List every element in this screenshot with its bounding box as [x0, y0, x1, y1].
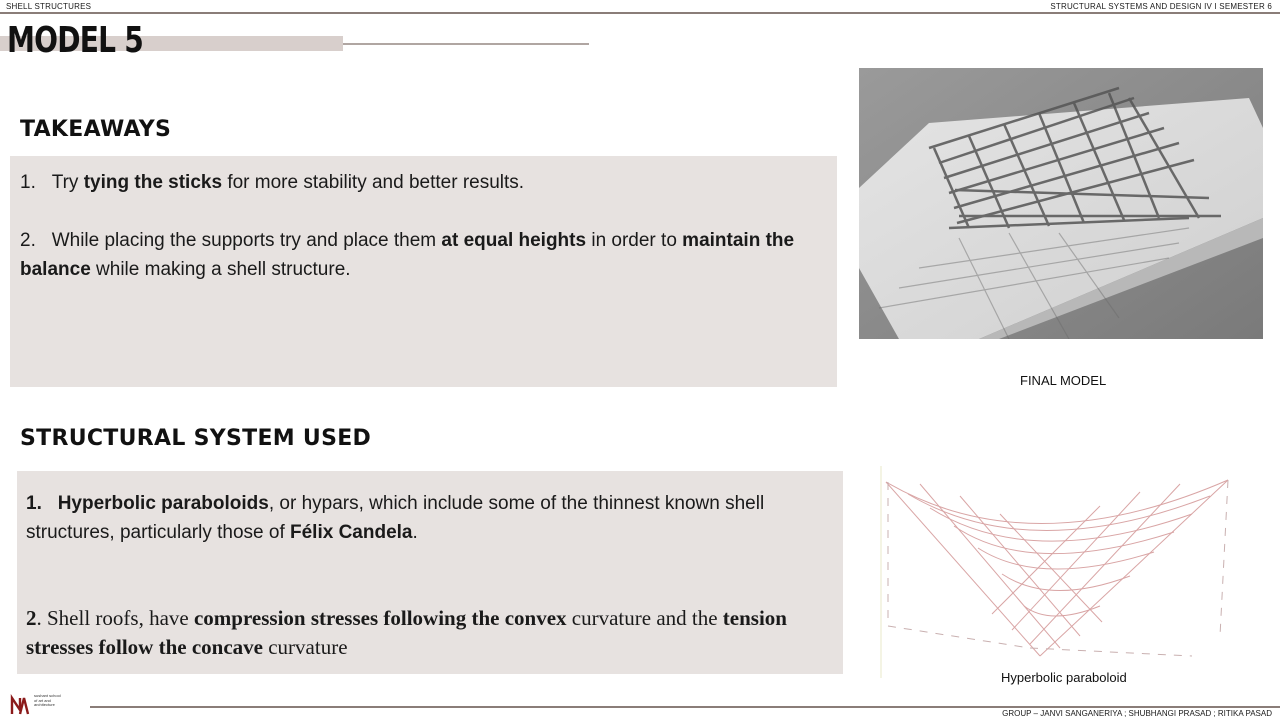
structural-box	[17, 471, 843, 674]
takeaways-heading: TAKEAWAYS	[20, 117, 172, 142]
takeaway-item-2: 2. While placing the supports try and place them at equal heights in order to maintain the balance while making a shell structure.	[20, 230, 795, 280]
final-model-photo	[859, 68, 1263, 339]
logo-text: sushant school of art and architecture	[34, 693, 61, 707]
structural-heading: STRUCTURAL SYSTEM USED	[20, 426, 372, 451]
footer-credits: GROUP – JANVI SANGANERIYA ; SHUBHANGI PRASAD ; RITIKA PASAD	[1002, 709, 1272, 718]
structural-item-1: 1. Hyperbolic paraboloids, or hypars, which include some of the thinnest known shell structures, particularly those of Félix Candela.	[26, 493, 765, 543]
page-title: MODEL 5	[7, 20, 144, 61]
hypar-illustration	[880, 466, 1240, 678]
header-right-label: STRUCTURAL SYSTEMS AND DESIGN IV I SEMESTER 6	[1050, 2, 1272, 11]
school-logo	[10, 694, 66, 716]
top-divider	[0, 12, 1280, 14]
takeaways-box	[10, 156, 837, 387]
bottom-divider	[90, 706, 1280, 708]
header-left-label: SHELL STRUCTURES	[6, 2, 92, 11]
final-model-caption: FINAL MODEL	[1020, 373, 1107, 388]
hyperbolic-paraboloid-diagram	[880, 466, 1240, 678]
structural-item-2: 2. Shell roofs, have compression stresses following the convex curvature and the tension stresses follow the concave curvature	[26, 606, 787, 659]
takeaway-item-1: 1. Try tying the sticks for more stability and better results.	[20, 172, 525, 193]
hyperbolic-paraboloid-caption: Hyperbolic paraboloid	[1001, 670, 1127, 685]
title-accent-line	[343, 43, 589, 45]
final-model-illustration	[859, 68, 1263, 339]
